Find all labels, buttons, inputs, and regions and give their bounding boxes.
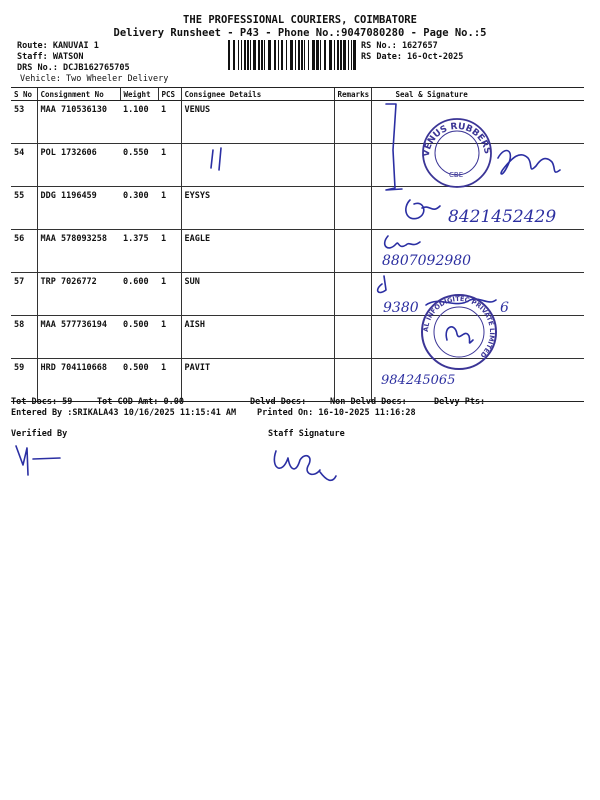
entered-by: Entered By :SRIKALA43 10/16/2025 11:15:41 AM <box>11 408 237 418</box>
sno-cell: 56 <box>11 230 37 273</box>
runsheet-subtitle: Delivery Runsheet - P43 - Phone No.:9047080280 - Page No.:5 <box>113 27 487 39</box>
col-pcs: PCS <box>158 88 181 101</box>
svg-text:VENUS RUBBERS <box>422 122 492 158</box>
rs-date: RS Date: 16-Oct-2025 <box>361 52 464 62</box>
consignee-cell: VENUS <box>181 101 334 144</box>
pcs-cell: 1 <box>158 273 181 316</box>
col-seal-signature: Seal & Signature <box>371 88 584 101</box>
signature-row54 <box>498 151 560 174</box>
weight-cell: 1.375 <box>120 230 158 273</box>
consignee-cell: EAGLE <box>181 230 334 273</box>
consignment-cell: HRD 704110668 <box>37 359 120 402</box>
tot-cod-amt: Tot COD Amt: 0.00 <box>97 397 184 407</box>
verified-signature <box>16 446 60 475</box>
weight-cell: 0.550 <box>120 144 158 187</box>
venus-rubbers-stamp <box>422 119 492 187</box>
company-stamp <box>422 295 496 369</box>
pcs-cell: 1 <box>158 316 181 359</box>
consignment-cell: MAA 710536130 <box>37 101 120 144</box>
digit-row57: 6 <box>500 300 509 316</box>
initials-row55 <box>406 200 440 219</box>
staff-signature <box>274 451 336 480</box>
consignment-cell: POL 1732606 <box>37 144 120 187</box>
delivered-docs: Delvd Docs: <box>250 397 307 407</box>
weight-cell: 0.300 <box>120 187 158 230</box>
sno-cell: 59 <box>11 359 37 402</box>
staff-label: Staff: WATSON <box>17 52 84 62</box>
col-weight: Weight <box>120 88 158 101</box>
consignee-cell: AISH <box>181 316 334 359</box>
col-sno: S No <box>11 88 37 101</box>
consignee-cell: SUN <box>181 273 334 316</box>
sno-cell: 57 <box>11 273 37 316</box>
weight-cell: 0.500 <box>120 359 158 402</box>
consignment-cell: MAA 578093258 <box>37 230 120 273</box>
initials-row56 <box>385 236 420 248</box>
consignee-cell: PAVIT <box>181 359 334 402</box>
pcs-cell: 1 <box>158 144 181 187</box>
phone-row59: 984245065 <box>381 373 456 388</box>
company-title: THE PROFESSIONAL COURIERS, COIMBATORE <box>183 14 417 26</box>
weight-cell: 0.500 <box>120 316 158 359</box>
pcs-cell: 1 <box>158 359 181 402</box>
weight-cell: 1.100 <box>120 101 158 144</box>
tot-docs: Tot Docs: 59 <box>11 397 73 407</box>
stamp-text-cbe: CBE <box>449 171 464 179</box>
non-delivered-docs: Non Delvd Docs: <box>330 397 407 407</box>
col-consignee: Consignee Details <box>181 88 334 101</box>
printed-on: Printed On: 16-10-2025 11:16:28 <box>257 408 416 418</box>
tick-mark <box>211 148 221 170</box>
initials-row57 <box>378 276 386 292</box>
phone-row55: 8421452429 <box>448 207 557 227</box>
verified-by-label: Verified By <box>11 429 68 439</box>
consignment-cell: DDG 1196459 <box>37 187 120 230</box>
staff-signature-label: Staff Signature <box>268 429 345 439</box>
sno-cell: 58 <box>11 316 37 359</box>
drs-number: DRS No.: DCJB162765705 <box>17 63 130 73</box>
pcs-cell: 1 <box>158 187 181 230</box>
sno-cell: 55 <box>11 187 37 230</box>
bracket-stroke <box>386 104 402 190</box>
stamp-text-venus: VENUS RUBBERS <box>421 121 492 158</box>
consignment-cell: MAA 577736194 <box>37 316 120 359</box>
col-remarks: Remarks <box>334 88 371 101</box>
consignment-cell: TRP 7026772 <box>37 273 120 316</box>
stamp-text-company: AL INFODIGITEC PRIVATE LIMITED <box>421 294 497 360</box>
sno-cell: 54 <box>11 144 37 187</box>
phone-row57: 9380 <box>383 300 419 316</box>
delivery-points: Delvy Pts: <box>434 397 486 407</box>
rs-number: RS No.: 1627657 <box>361 41 438 51</box>
weight-cell: 0.600 <box>120 273 158 316</box>
sno-cell: 53 <box>11 101 37 144</box>
pcs-cell: 1 <box>158 101 181 144</box>
vehicle-label: Vehicle: Two Wheeler Delivery <box>20 74 169 84</box>
route-label: Route: KANUVAI 1 <box>17 41 99 51</box>
phone-row56: 8807092980 <box>382 253 472 269</box>
col-consignment: Consignment No <box>37 88 120 101</box>
pcs-cell: 1 <box>158 230 181 273</box>
consignee-cell: EYSYS <box>181 187 334 230</box>
